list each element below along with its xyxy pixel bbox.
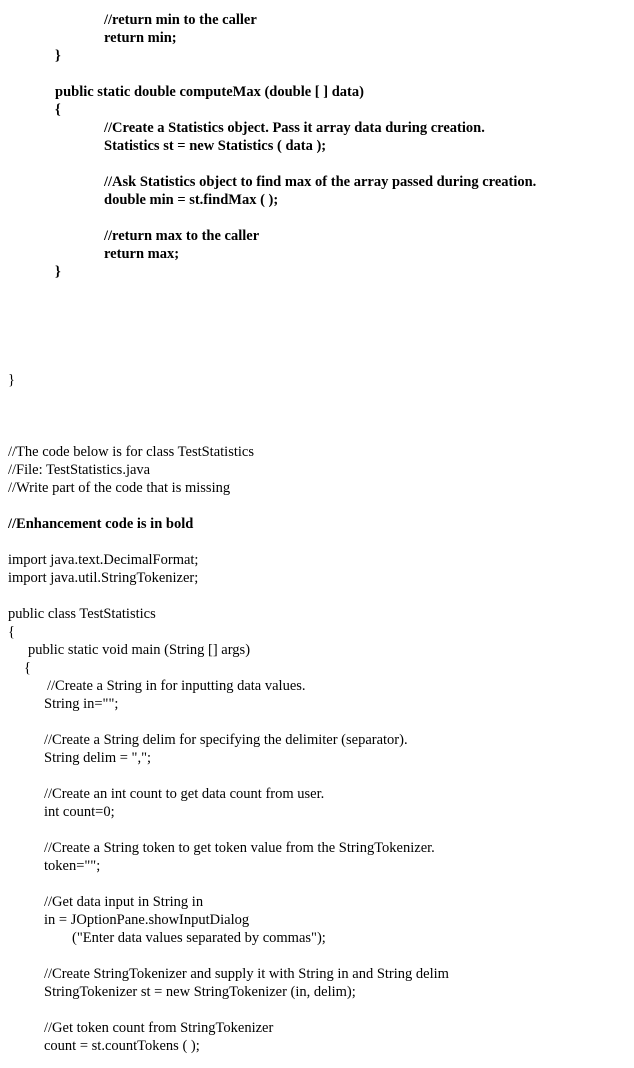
code-token: token=""; <box>44 858 101 874</box>
brace-close-computemin: } <box>55 48 61 64</box>
brace-close-computemax: } <box>55 264 61 280</box>
class-declaration: public class TestStatistics <box>8 606 156 622</box>
comment-create-statistics: //Create a Statistics object. Pass it array data during creation. <box>104 120 485 136</box>
comment-create-tokenizer: //Create StringTokenizer and supply it with String in and String delim <box>44 966 449 982</box>
comment-class-description: //The code below is for class TestStatistics <box>8 444 254 460</box>
code-int-count: int count=0; <box>44 804 115 820</box>
code-input-dialog-prompt: ("Enter data values separated by commas"); <box>72 930 326 946</box>
code-show-input-dialog: in = JOptionPane.showInputDialog <box>44 912 250 928</box>
comment-create-string-in: //Create a String in for inputting data values. <box>47 678 306 694</box>
code-return-max: return max; <box>104 246 180 262</box>
comment-file-name: //File: TestStatistics.java <box>8 462 151 478</box>
comment-create-delim: //Create a String delim for specifying the delimiter (separator). <box>44 732 408 748</box>
comment-get-token-count: //Get token count from StringTokenizer <box>44 1020 274 1036</box>
brace-open-main: { <box>24 660 31 676</box>
brace-close-statistics-class: } <box>8 372 15 388</box>
comment-return-max: //return max to the caller <box>104 228 260 244</box>
code-return-min: return min; <box>104 30 177 46</box>
comment-create-count: //Create an int count to get data count from user. <box>44 786 325 802</box>
comment-create-token: //Create a String token to get token value from the StringTokenizer. <box>44 840 435 856</box>
method-signature-computemax: public static double computeMax (double [ ] data) <box>55 84 364 100</box>
code-string-in: String in=""; <box>44 696 119 712</box>
code-new-statistics: Statistics st = new Statistics ( data ); <box>104 138 327 154</box>
brace-open-computemax: { <box>55 102 61 118</box>
comment-missing-code: //Write part of the code that is missing <box>8 480 231 496</box>
code-count-tokens: count = st.countTokens ( ); <box>44 1038 200 1054</box>
comment-return-min: //return min to the caller <box>104 12 257 28</box>
comment-enhancement-note: //Enhancement code is in bold <box>8 516 194 532</box>
import-stringtokenizer: import java.util.StringTokenizer; <box>8 570 199 586</box>
comment-find-max: //Ask Statistics object to find max of the array passed during creation. <box>104 174 537 190</box>
brace-open-class: { <box>8 624 15 640</box>
comment-get-data-input: //Get data input in String in <box>44 894 204 910</box>
main-method-signature: public static void main (String [] args) <box>28 642 251 658</box>
code-new-tokenizer: StringTokenizer st = new StringTokenizer (in, delim); <box>44 984 356 1000</box>
import-decimalformat: import java.text.DecimalFormat; <box>8 552 199 568</box>
code-find-max: double min = st.findMax ( ); <box>104 192 279 208</box>
code-string-delim: String delim = ","; <box>44 750 152 766</box>
